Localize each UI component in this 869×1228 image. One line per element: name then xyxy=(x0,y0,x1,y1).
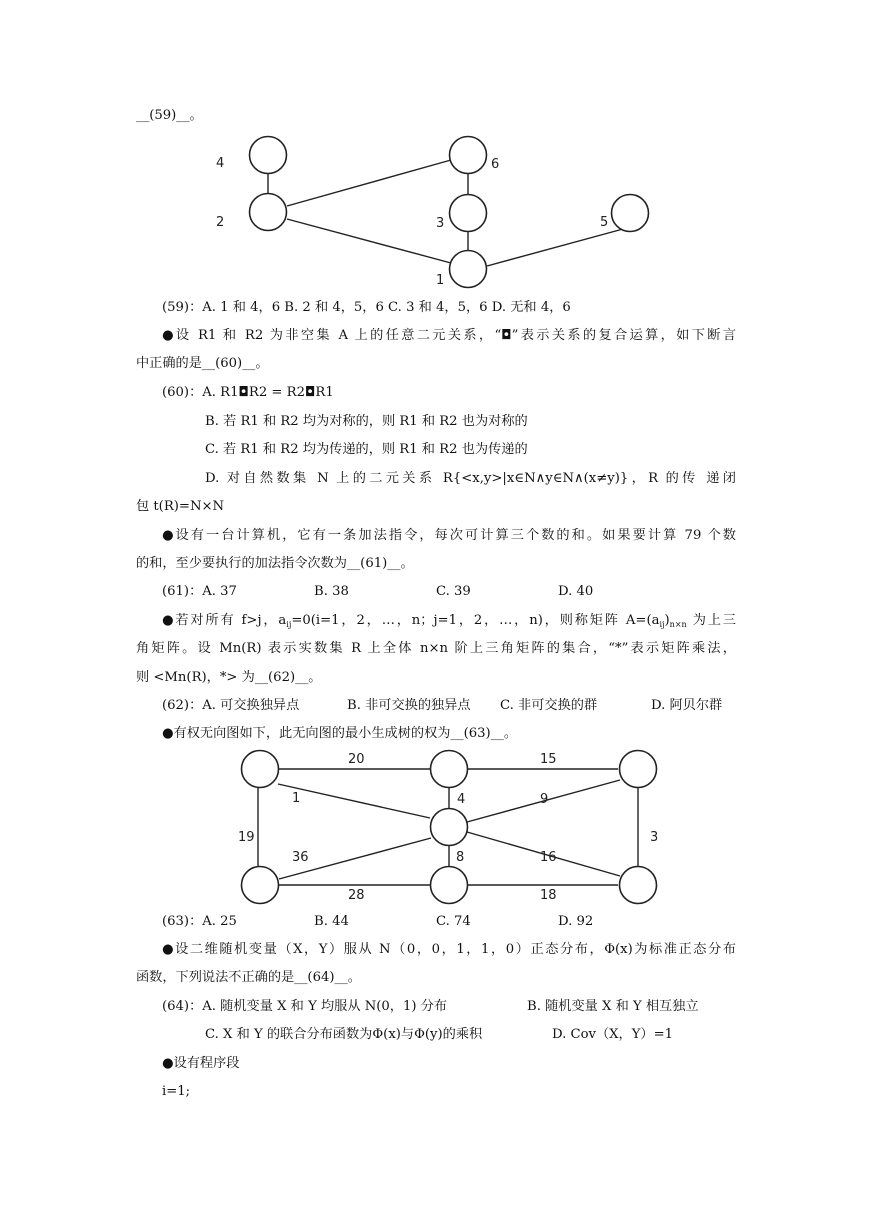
weight-36: 36 xyxy=(292,850,309,865)
weight-3: 3 xyxy=(650,830,659,845)
q64-option-c: C. X 和 Y 的联合分布函数为Φ(x)与Φ(y)的乘积 xyxy=(205,1027,483,1042)
q62-option-a: (62)：A. 可交换独异点 xyxy=(162,698,300,713)
q62-option-c: C. 非可交换的群 xyxy=(500,698,598,713)
q62-stem-line3: 则 <Mn(R)，*> 为__(62)__。 xyxy=(136,670,322,685)
node-label-4: 4 xyxy=(216,156,225,171)
q61-option-b: B. 38 xyxy=(314,584,349,599)
q61-stem-line1: ●设有一台计算机，它有一条加法指令，每次可计算三个数的和。如果要计算 79 个数 xyxy=(162,528,736,543)
node-label-5: 5 xyxy=(600,215,609,230)
q63-option-b: B. 44 xyxy=(314,914,349,929)
weight-9: 9 xyxy=(540,792,549,807)
node-top-left xyxy=(242,751,279,788)
q60-option-d-line2: 包 t(R)=N×N xyxy=(136,499,225,514)
q64-stem-line2: 函数，下列说法不正确的是__(64)__。 xyxy=(136,970,361,985)
q62-stem-line1: ●若对所有 f>j，$a_{ij}=0(i=1$，2，…，n；j=1，2，…，n)，则称矩阵 $A=(a_{ij})_{n\times n}$ 为上三 xyxy=(162,613,736,629)
node-3 xyxy=(450,195,487,232)
q63-option-a: (63)：A. 25 xyxy=(162,914,237,929)
q64-option-d: D. Cov（X，Y）=1 xyxy=(552,1027,674,1042)
q65-code-line1: i=1; xyxy=(162,1084,191,1099)
q63-option-d: D. 92 xyxy=(558,914,594,929)
node-bottom-right xyxy=(620,867,657,904)
q62-option-b: B. 非可交换的独异点 xyxy=(347,698,471,713)
node-label-2: 2 xyxy=(216,215,225,230)
q62-stem-line2: 角矩阵。设 Mn(R) 表示实数集 R 上全体 n×n 阶上三角矩阵的集合，“*”表示矩阵乘法， xyxy=(136,641,736,656)
q59-stem-tail: __(59)__。 xyxy=(136,108,203,123)
q63-option-c: C. 74 xyxy=(436,914,471,929)
weight-20: 20 xyxy=(348,752,365,767)
q59-graph xyxy=(0,0,869,300)
node-center xyxy=(431,809,468,846)
node-bottom-left xyxy=(242,867,279,904)
q64-stem-line1: ●设二维随机变量（X，Y）服从 N（0，0，1，1，0）正态分布，Φ(x)为标准正态分布 xyxy=(162,942,736,957)
weight-19: 19 xyxy=(238,830,255,845)
node-6 xyxy=(450,137,487,174)
node-label-3: 3 xyxy=(436,216,445,231)
q64-option-a: (64)：A. 随机变量 X 和 Y 均服从 N(0，1) 分布 xyxy=(162,999,448,1014)
q63-stem: ●有权无向图如下，此无向图的最小生成树的权为__(63)__。 xyxy=(162,726,518,741)
weight-4: 4 xyxy=(457,792,466,807)
edge-2-1 xyxy=(287,219,451,263)
q64-option-b: B. 随机变量 X 和 Y 相互独立 xyxy=(527,999,699,1014)
q60-stem-line2: 中正确的是__(60)__。 xyxy=(136,356,269,371)
node-5 xyxy=(612,195,649,232)
q60-option-d-line1: D. 对自然数集 N 上的二元关系 R{<x,y>|x∈N∧y∈N∧(x≠y)}，R 的传 递闭 xyxy=(205,471,736,486)
weight-16: 16 xyxy=(540,850,557,865)
weight-28: 28 xyxy=(348,888,365,903)
node-top-mid xyxy=(431,751,468,788)
q62-option-d: D. 阿贝尔群 xyxy=(651,698,723,713)
edge-w1 xyxy=(278,784,430,818)
weight-18: 18 xyxy=(540,888,557,903)
q60-option-b: B. 若 R1 和 R2 均为对称的，则 R1 和 R2 也为对称的 xyxy=(205,414,528,429)
node-2 xyxy=(250,194,287,231)
edge-1-5 xyxy=(487,229,623,266)
q60-option-a: (60)：A. R1◘R2 = R2◘R1 xyxy=(162,385,334,400)
node-1 xyxy=(450,251,487,288)
node-label-1: 1 xyxy=(436,273,445,288)
node-top-right xyxy=(620,751,657,788)
q60-option-c: C. 若 R1 和 R2 均为传递的，则 R1 和 R2 也为传递的 xyxy=(205,442,528,457)
q63-weighted-graph xyxy=(0,740,869,910)
node-4 xyxy=(250,137,287,174)
q61-stem-line2: 的和，至少要执行的加法指令次数为__(61)__。 xyxy=(136,556,414,571)
q59-options: (59)：A. 1 和 4，6 B. 2 和 4，5，6 C. 3 和 4，5，6 D. 无和 4，6 xyxy=(162,300,571,315)
edge-2-6 xyxy=(287,160,451,206)
q65-stem: ●设有程序段 xyxy=(162,1056,240,1071)
weight-15: 15 xyxy=(540,752,557,767)
node-label-6: 6 xyxy=(491,157,500,172)
q61-option-c: C. 39 xyxy=(436,584,471,599)
weight-1: 1 xyxy=(292,791,301,806)
weight-8: 8 xyxy=(456,850,465,865)
q61-option-d: D. 40 xyxy=(558,584,594,599)
q60-stem-line1: ●设 R1 和 R2 为非空集 A 上的任意二元关系，“◘”表示关系的复合运算，如下断言 xyxy=(162,328,736,343)
node-bottom-mid xyxy=(431,867,468,904)
q61-option-a: (61)：A. 37 xyxy=(162,584,237,599)
